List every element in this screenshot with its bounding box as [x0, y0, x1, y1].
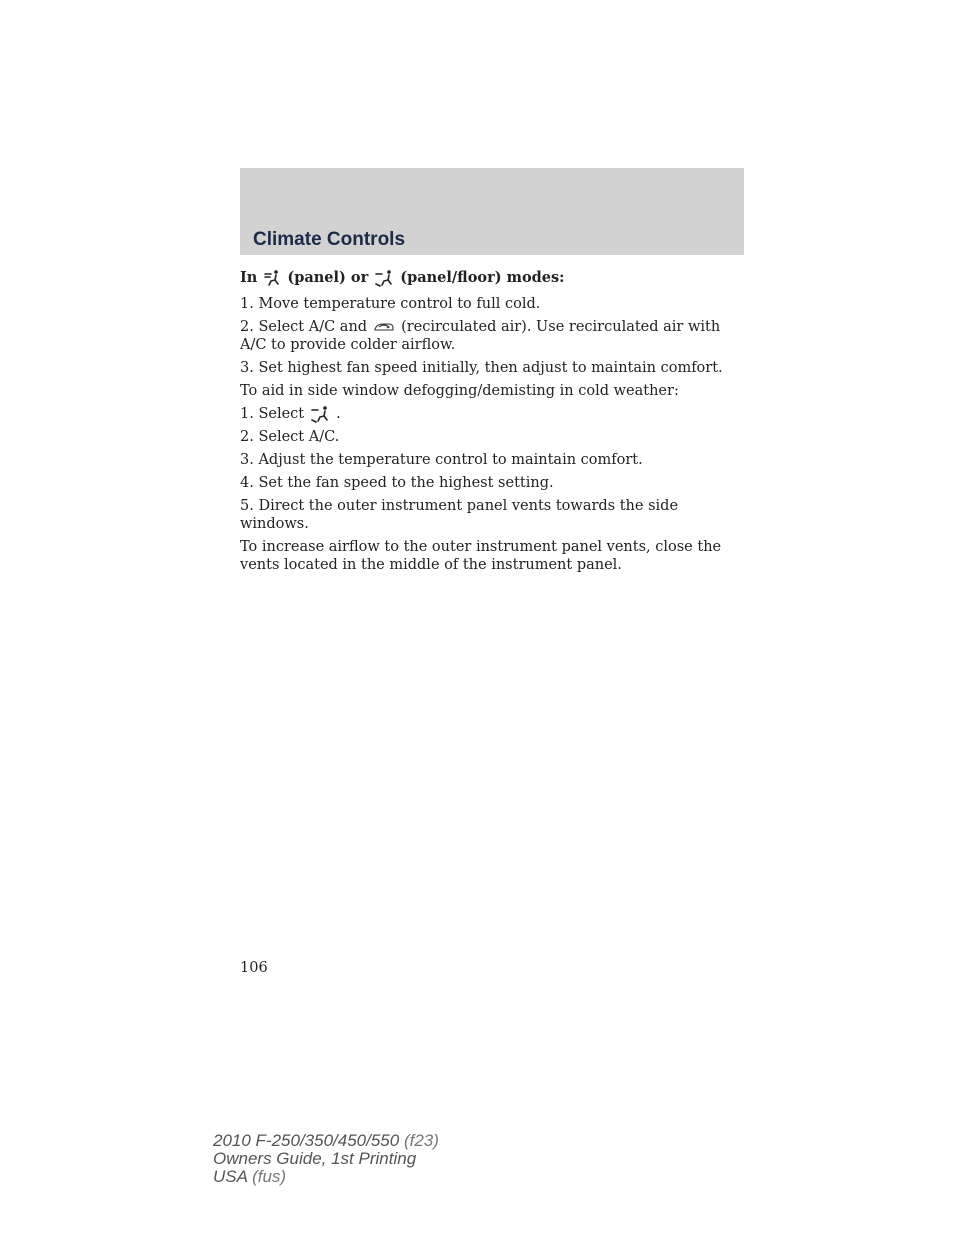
defog-step-1: [240, 405, 744, 423]
page-content: [240, 269, 744, 579]
cooling-step-1: 1. Move temperature control to full cold.: [240, 296, 541, 312]
panel-floor-vent-icon: [310, 405, 330, 423]
section-title: Climate Controls: [253, 229, 406, 250]
panel-vent-icon: [263, 269, 281, 287]
panel-floor-vent-icon: [374, 269, 394, 287]
defog-step-5: 5. Direct the outer instrument panel vents towards the side windows.: [240, 498, 679, 532]
cooling-step-2: [240, 318, 744, 354]
recirculated-air-icon: [373, 321, 395, 333]
heading-in-text: In: [240, 269, 258, 286]
footer-line-2: Owners Guide, 1st Printing: [213, 1149, 417, 1168]
defog-step-2: 2. Select A/C.: [240, 429, 340, 445]
footer-model-code: (f23): [403, 1131, 439, 1150]
heading-panel-text: (panel) or: [287, 269, 369, 286]
footer-region-code: (fus): [252, 1167, 287, 1186]
cooling-step-2-end: (recirculated air). Use recirculated air with A/C to provide colder airflow.: [240, 319, 721, 353]
section-header-band: [240, 168, 744, 255]
defog-step-1-text: 1. Select: [240, 406, 305, 422]
modes-heading: [240, 269, 744, 287]
closing-paragraph: To increase airflow to the outer instrument panel vents, close the vents located in the middle of the instrument panel.: [240, 539, 722, 573]
page-number: 106: [240, 960, 268, 976]
footer-model: 2010 F-250/350/450/550: [213, 1131, 400, 1150]
document-footer: [213, 1132, 439, 1186]
footer-region: USA: [213, 1167, 248, 1186]
defog-step-4: 4. Set the fan speed to the highest setting.: [240, 475, 554, 491]
footer-line-3: [213, 1168, 439, 1186]
defog-intro: To aid in side window defogging/demisting in cold weather:: [240, 383, 679, 399]
heading-panel-floor-text: (panel/floor) modes:: [400, 269, 565, 286]
defog-step-3: 3. Adjust the temperature control to maintain comfort.: [240, 452, 643, 468]
defog-step-1-period: .: [336, 406, 341, 422]
cooling-step-3: 3. Set highest fan speed initially, then adjust to maintain comfort.: [240, 360, 723, 376]
footer-line-1: [213, 1132, 439, 1150]
cooling-step-2-start: 2. Select A/C and: [240, 319, 368, 335]
